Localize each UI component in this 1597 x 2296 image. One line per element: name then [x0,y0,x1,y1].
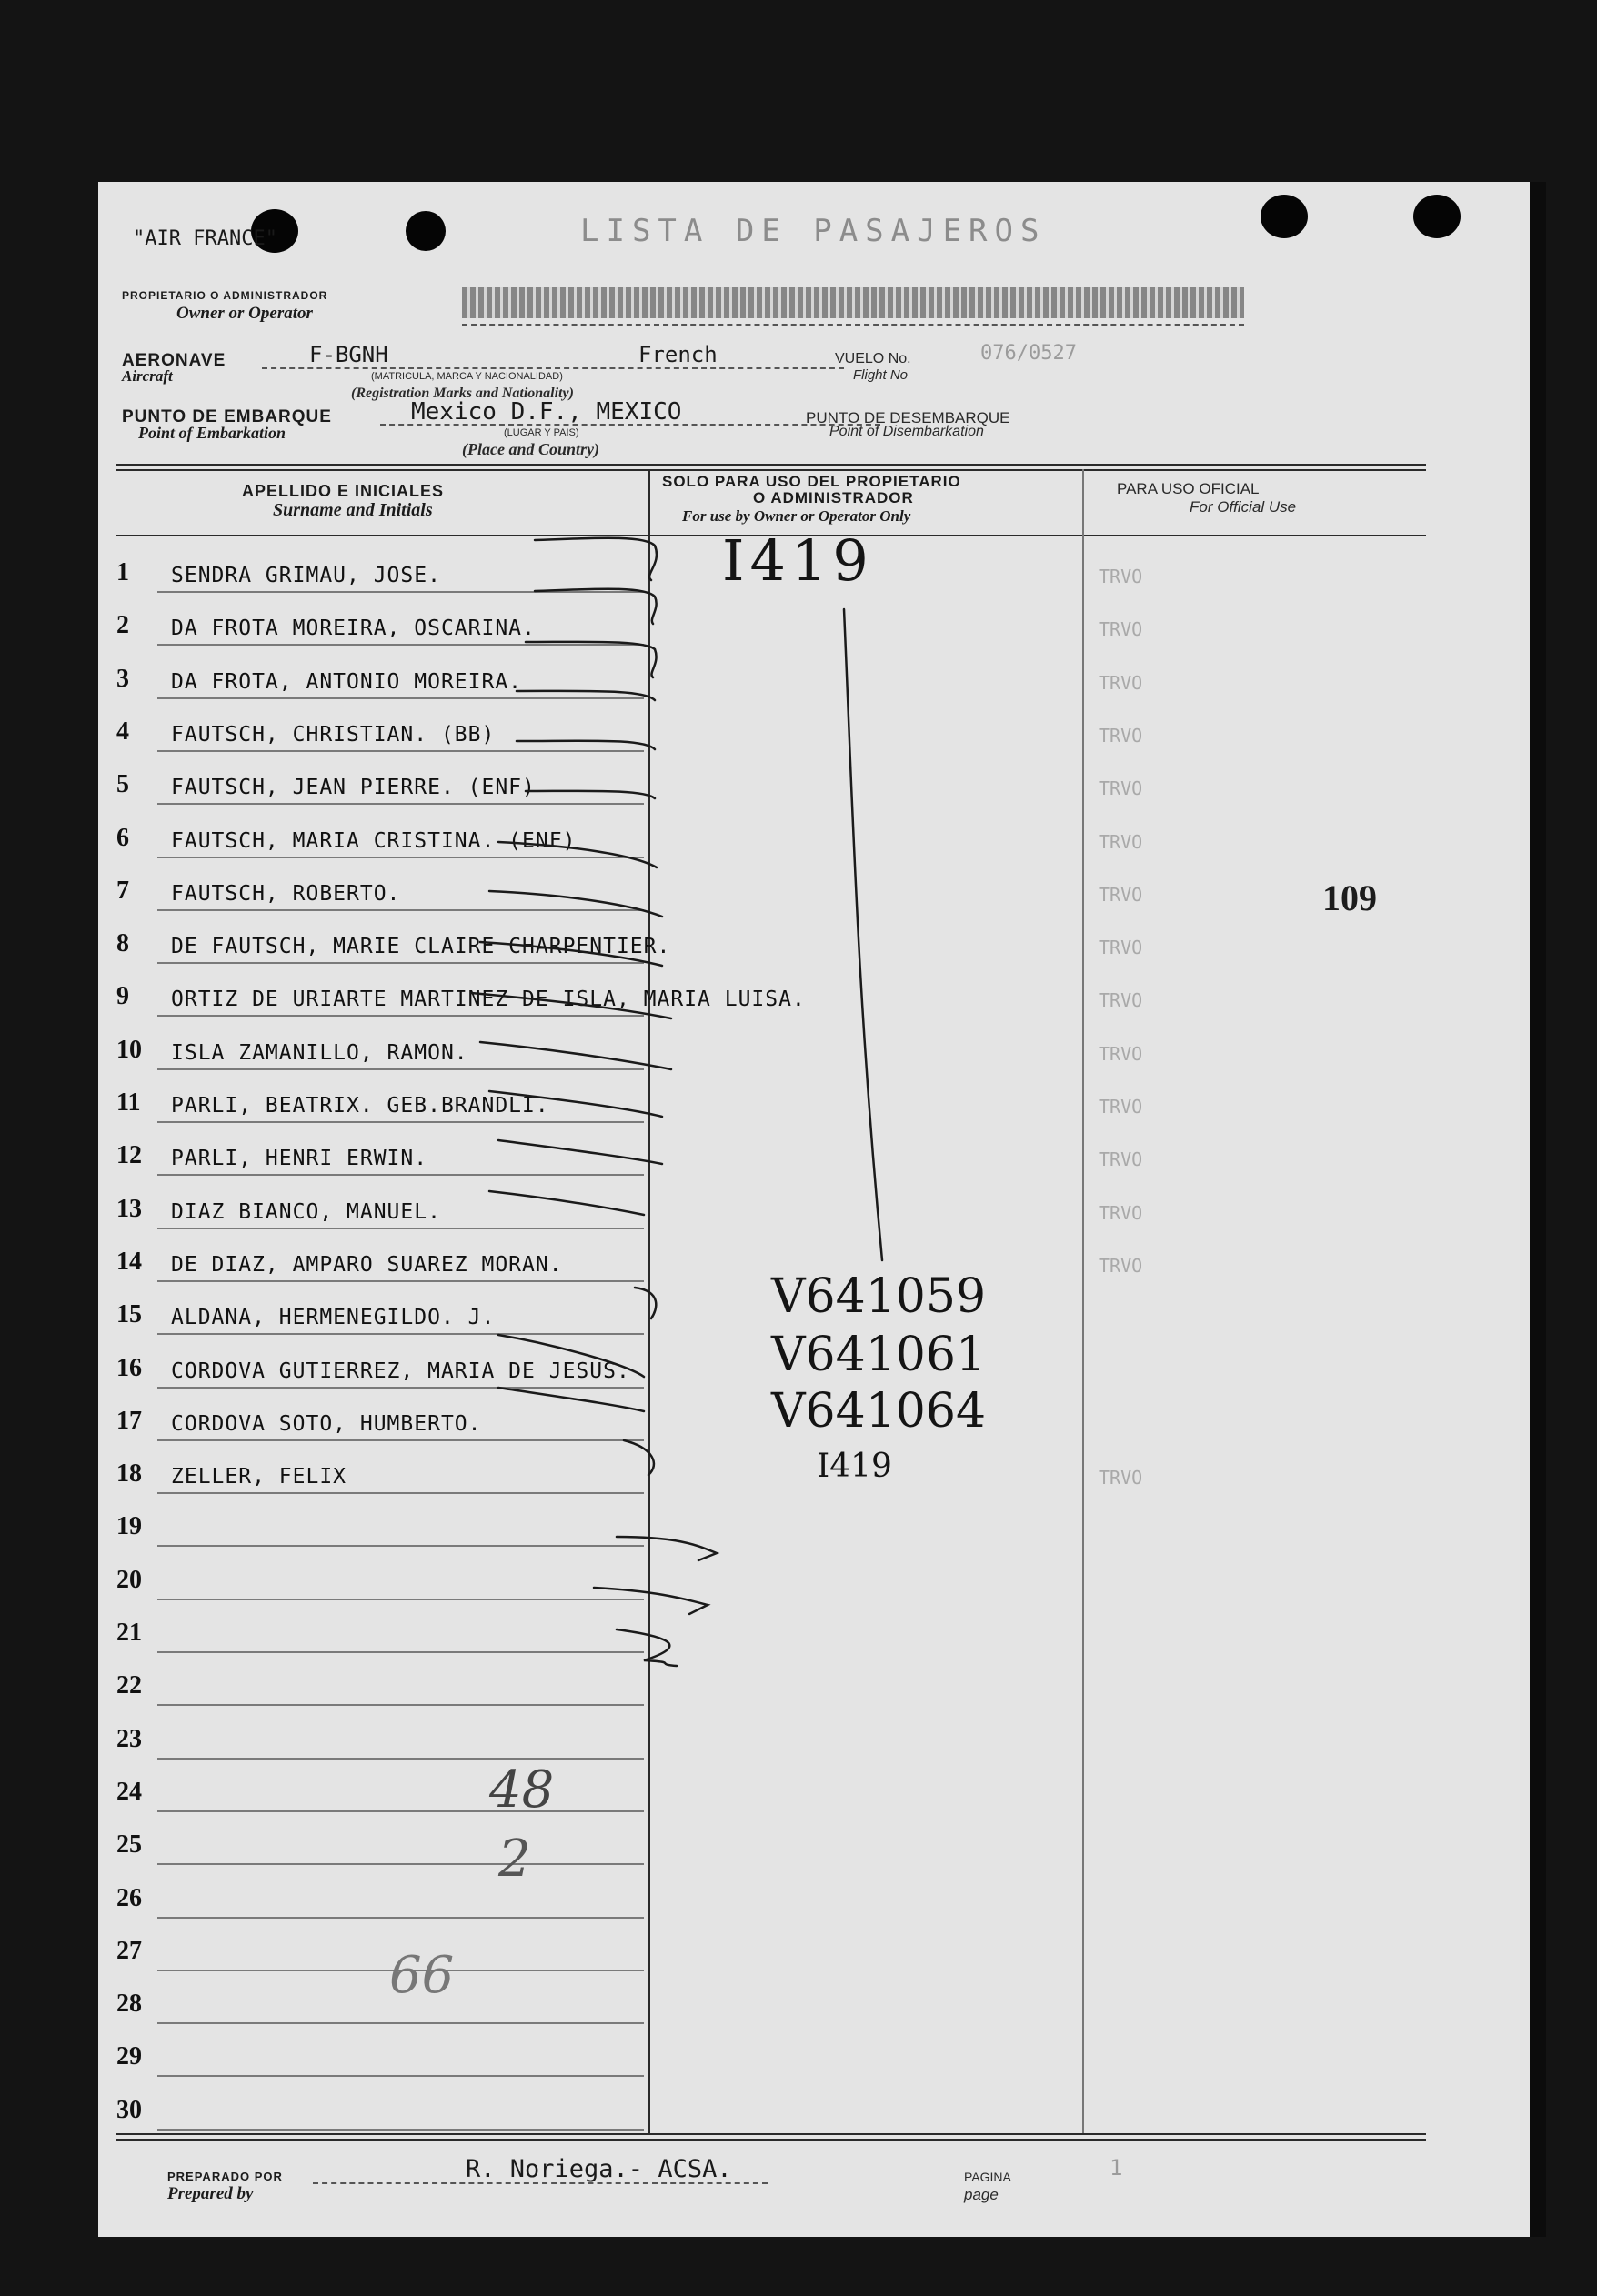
official-code: TRVO [1099,1042,1143,1065]
owner-use-header-es: O ADMINISTRADOR [753,489,914,506]
row-number: 5 [116,770,129,799]
row-number: 2 [116,611,129,640]
row-number: 23 [116,1724,142,1753]
page-stamp: 109 [1322,877,1377,918]
passenger-name: CORDOVA GUTIERREZ, MARIA DE JESUS. [171,1359,630,1383]
official-code: TRVO [1099,777,1143,800]
margin-note-66: 66 [389,1946,455,2005]
official-code: TRVO [1099,1201,1143,1224]
passenger-name: FAUTSCH, ROBERTO. [171,881,401,906]
aircraft-registration: F-BGNH [309,342,388,367]
row-number: 15 [116,1300,142,1329]
row-number: 29 [116,2042,142,2071]
page-label-en: page [964,2186,999,2203]
registration-sub-es: (MATRICULA, MARCA Y NACIONALIDAD) [371,371,563,382]
passenger-name: DA FROTA MOREIRA, OSCARINA. [171,617,536,641]
passenger-name: DA FROTA, ANTONIO MOREIRA. [171,669,523,694]
passenger-name: ORTIZ DE URIARTE MARTINEZ DE ISLA, MARIA LUISA. [171,988,806,1012]
embarkation-label-es: PUNTO DE EMBARQUE [122,407,332,426]
row-number: 11 [116,1088,141,1117]
official-code: TRVO [1099,1467,1143,1489]
official-code: TRVO [1099,1254,1143,1277]
official-code: TRVO [1099,618,1143,641]
row-number: 4 [116,717,129,746]
official-header-es: PARA USO OFICIAL [1117,480,1260,497]
row-number: 12 [116,1141,142,1170]
row-number: 25 [116,1830,142,1860]
passenger-name: DIAZ BIANCO, MANUEL. [171,1199,441,1224]
row-number: 10 [116,1035,142,1064]
handwritten-v-number: V641064 [771,1384,987,1439]
passenger-name: DE DIAZ, AMPARO SUAREZ MORAN. [171,1252,563,1277]
place-sub-es: (LUGAR Y PAIS) [504,427,579,438]
passenger-name: SENDRA GRIMAU, JOSE. [171,564,441,587]
official-header-en: For Official Use [1190,498,1297,516]
passenger-name: DE FAUTSCH, MARIE CLAIRE CHARPENTIER. [171,935,671,959]
margin-note-48: 48 [489,1760,555,1820]
airline-name: "AIR FRANCE" [133,227,277,250]
owner-label-en: Owner or Operator [176,304,313,323]
row-number: 24 [116,1777,142,1806]
passenger-name: CORDOVA SOTO, HUMBERTO. [171,1411,482,1436]
passenger-name: PARLI, HENRI ERWIN. [171,1147,428,1171]
row-number: 22 [116,1671,142,1700]
prepared-by-value: R. Noriega.- ACSA. [466,2155,732,2183]
row-number: 21 [116,1619,142,1647]
prepared-by-label-es: PREPARADO POR [167,2170,283,2183]
flight-label-en: Flight No [853,367,909,383]
flight-number: 076/0527 [980,342,1077,365]
page-number: 1 [1110,2155,1123,2181]
embarkation-label-en: Point of Embarkation [138,424,286,442]
handwritten-mark-bottom: I419 [817,1448,892,1485]
owner-label-es: PROPIETARIO O ADMINISTRADOR [122,289,328,302]
row-number: 28 [116,1990,142,2019]
passenger-name: PARLI, BEATRIX. GEB.BRANDLI. [171,1094,549,1118]
checkmark-strokes [98,182,1544,2237]
aircraft-nationality: French [638,342,718,367]
row-number: 30 [116,2095,142,2124]
handwritten-v-number: V641061 [771,1328,987,1382]
official-code: TRVO [1099,724,1143,747]
row-number: 20 [116,1565,142,1594]
row-number: 17 [116,1406,142,1435]
row-number: 16 [116,1353,142,1382]
row-number: 6 [116,823,129,852]
passenger-name: FAUTSCH, JEAN PIERRE. (ENF) [171,776,536,800]
official-code: TRVO [1099,566,1143,587]
passenger-name: ALDANA, HERMENEGILDO. J. [171,1306,496,1330]
place-sub-en: (Place and Country) [462,440,599,458]
row-number: 14 [116,1247,142,1276]
row-number: 3 [116,664,129,693]
row-number: 18 [116,1459,142,1489]
row-number: 27 [116,1936,142,1965]
official-code: TRVO [1099,1096,1143,1118]
owner-use-header-en: For use by Owner or Operator Only [682,507,911,525]
passenger-name: ZELLER, FELIX [171,1465,347,1489]
embarkation-value: Mexico D.F., MEXICO [411,398,682,426]
disembarkation-label-es: PUNTO DE DESEMBARQUE [806,409,1010,426]
aircraft-label-en: Aircraft [122,367,173,385]
handwritten-mark-top: I419 [722,527,874,594]
row-number: 13 [116,1194,142,1223]
row-number: 19 [116,1512,142,1541]
prepared-by-label-en: Prepared by [167,2184,254,2203]
flight-label-es: VUELO No. [835,351,911,366]
official-code: TRVO [1099,937,1143,959]
passenger-name: FAUTSCH, CHRISTIAN. (BB) [171,722,496,747]
owner-use-header-es: SOLO PARA USO DEL PROPIETARIO [662,473,961,490]
official-code: TRVO [1099,830,1143,853]
page-label-es: PAGINA [964,2170,1011,2184]
official-code: TRVO [1099,671,1143,694]
official-code: TRVO [1099,989,1143,1012]
disembarkation-label-en: Point of Disembarkation [829,424,984,439]
row-number: 26 [116,1883,142,1912]
official-code: TRVO [1099,1148,1143,1171]
surname-header-en: Surname and Initials [273,500,433,520]
row-number: 9 [116,982,129,1011]
form-title: LISTA DE PASAJEROS [580,213,1047,249]
prepared-by-underline [313,2182,768,2184]
passenger-name: FAUTSCH, MARIA CRISTINA. (ENF) [171,828,577,853]
manifest-sheet [98,182,1546,2237]
handwritten-v-number: V641059 [771,1269,987,1324]
surname-header-es: APELLIDO E INICIALES [242,482,445,500]
row-number: 7 [116,876,129,905]
row-number: 1 [116,558,129,587]
aircraft-label-es: AERONAVE [122,351,226,370]
official-code: TRVO [1099,883,1143,906]
row-number: 8 [116,929,129,958]
margin-note-2: 2 [498,1830,531,1889]
passenger-name: ISLA ZAMANILLO, RAMON. [171,1040,468,1065]
registration-sub-en: (Registration Marks and Nationality) [351,386,574,401]
